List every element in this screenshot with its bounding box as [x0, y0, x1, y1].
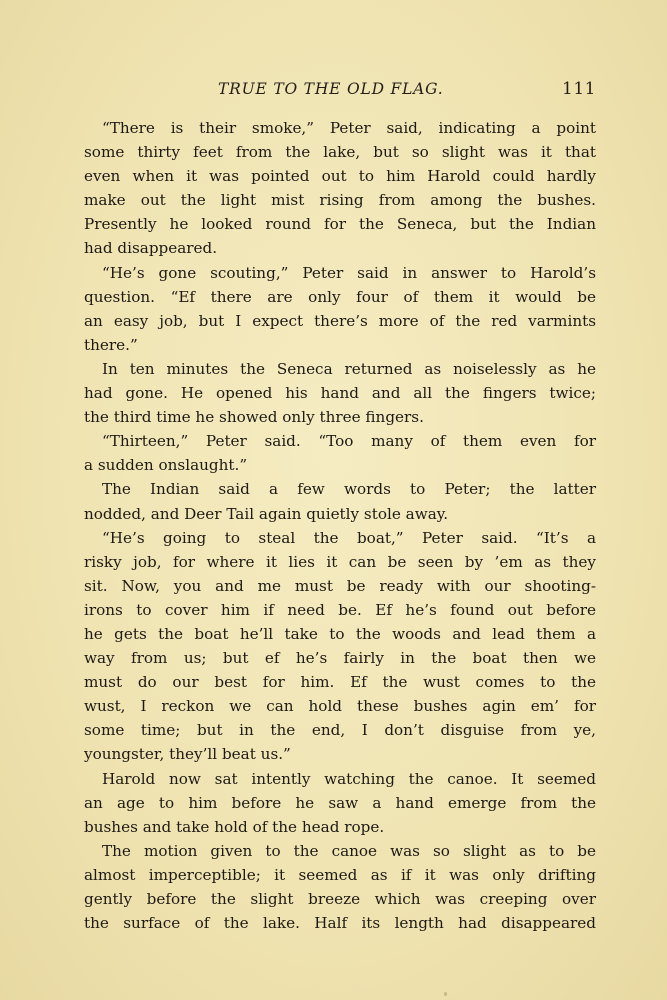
text-line: gently before the slight breeze which was creeping over: [84, 890, 596, 908]
text-line: the third time he showed only three fingers.: [84, 408, 424, 427]
text-line: sit. Now, you and me must be ready with our shooting-: [84, 576, 596, 595]
text-line: make out the light mist rising from among the bushes.: [84, 191, 596, 210]
running-head: [84, 80, 596, 104]
text-line: nodded, and Deer Tail again quietly stole away.: [84, 504, 449, 523]
text-line: a sudden onslaught.”: [84, 456, 248, 475]
text-line: Presently he looked round for the Seneca, but the Indian: [84, 215, 596, 234]
text-line: The motion given to the canoe was so slight as to be: [102, 841, 596, 860]
text-line: way from us; but ef he’s fairly in the boat then we: [84, 649, 596, 668]
text-line: Harold now sat intently watching the canoe. It seemed: [102, 769, 596, 788]
text-line: “He’s gone scouting,” Peter said in answer to Harold’s: [102, 263, 596, 282]
text-line: had disappeared.: [84, 239, 218, 258]
text-line: wust, I reckon we can hold these bushes agin em’ for: [84, 697, 596, 716]
page-number: 111: [562, 79, 596, 99]
text-line: “There is their smoke,” Peter said, indicating a point: [102, 119, 596, 137]
text-line: youngster, they’ll beat us.”: [84, 745, 291, 764]
text-line: bushes and take hold of the head rope.: [84, 817, 385, 836]
text-line: the surface of the lake. Half its length had disappeared: [84, 914, 596, 933]
text-line: had gone. He opened his hand and all the fingers twice;: [84, 384, 596, 403]
text-line: irons to cover him if need be. Ef he’s found out before: [84, 600, 596, 619]
paper-speck: [444, 992, 447, 996]
text-line: an age to him before he saw a hand emerge from the: [84, 793, 596, 812]
text-line: must do our best for him. Ef the wust comes to the: [84, 673, 596, 692]
text-line: The Indian said a few words to Peter; the latter: [102, 480, 596, 499]
text-line: some time; but in the end, I don’t disguise from ye,: [84, 721, 596, 740]
text-line: some thirty feet from the lake, but so slight was it that: [84, 143, 596, 162]
text-line: risky job, for where it lies it can be seen by ’em as they: [84, 552, 596, 571]
body-text: [84, 116, 596, 935]
text-line: In ten minutes the Seneca returned as noiselessly as he: [102, 359, 596, 378]
text-line: question. “Ef there are only four of them it would be: [84, 287, 596, 306]
text-line: an easy job, but I expect there’s more of the red varmints: [84, 311, 596, 330]
text-line: “Thirteen,” Peter said. “Too many of them even for: [102, 432, 596, 451]
text-line: almost imperceptible; it seemed as if it was only drifting: [84, 865, 596, 884]
text-line: even when it was pointed out to him Harold could hardly: [84, 167, 596, 186]
text-line: there.”: [84, 335, 138, 354]
text-line: he gets the boat he’ll take to the woods and lead them a: [84, 624, 596, 643]
text-line: “He’s going to steal the boat,” Peter said. “It’s a: [102, 528, 596, 547]
running-title: TRUE TO THE OLD FLAG.: [218, 80, 444, 98]
